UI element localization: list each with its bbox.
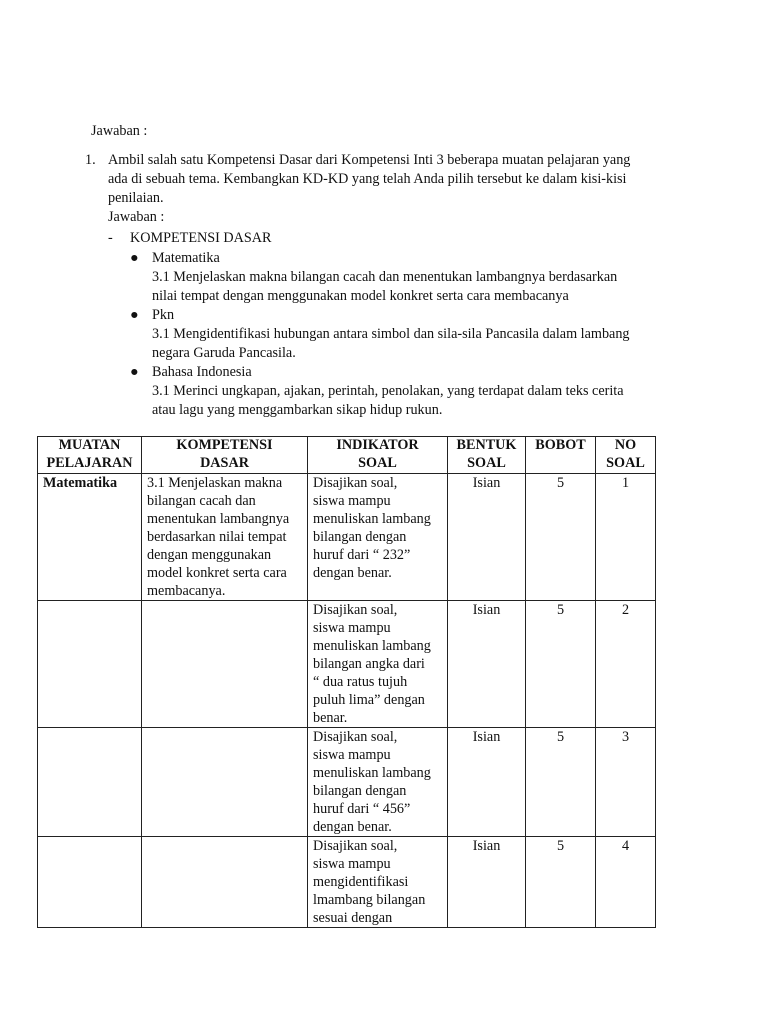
table-row — [38, 728, 656, 837]
bullet-icon: ● — [130, 307, 139, 323]
kompetensi-subject: Bahasa Indonesia — [152, 364, 252, 380]
cell-bobot: 5 — [526, 601, 596, 728]
cell-bobot: 5 — [526, 728, 596, 837]
bullet-icon: ● — [130, 250, 139, 266]
cell-indikator: Disajikan soal, siswa mampu menuliskan lambang bilangan angka dari “ dua ratus tujuh puluh lima” dengan benar. — [308, 601, 448, 728]
kompetensi-desc-line: 3.1 Mengidentifikasi hubungan antara simbol dan sila-sila Pancasila dalam lambang — [152, 326, 630, 342]
kompetensi-desc-line: 3.1 Menjelaskan makna bilangan cacah dan menentukan lambangnya berdasarkan — [152, 269, 618, 285]
kompetensi-desc-line: nilai tempat dengan menggunakan model konkret serta cara membacanya — [152, 288, 569, 304]
kompetensi-subject: Matematika — [152, 250, 220, 266]
kompetensi-item — [130, 363, 670, 420]
cell-no: 3 — [596, 728, 656, 837]
cell-bentuk: Isian — [448, 837, 526, 928]
kompetensi-desc-line: 3.1 Merinci ungkapan, ajakan, perintah, penolakan, yang terdapat dalam teks cerita — [152, 383, 624, 399]
header-bentuk: BENTUK SOAL — [448, 437, 526, 474]
cell-no: 4 — [596, 837, 656, 928]
kompetensi-subject: Pkn — [152, 307, 175, 323]
header-bobot: BOBOT — [526, 437, 596, 474]
kisi-kisi-table — [37, 436, 656, 928]
question-number: 1. — [85, 152, 96, 168]
cell-bentuk: Isian — [448, 728, 526, 837]
question-line: Ambil salah satu Kompetensi Dasar dari Kompetensi Inti 3 beberapa muatan pelajaran yang — [108, 152, 631, 168]
cell-indikator: Disajikan soal, siswa mampu menuliskan lambang bilangan dengan huruf dari “ 456” dengan benar. — [308, 728, 448, 837]
cell-bobot: 5 — [526, 837, 596, 928]
jawaban-label: Jawaban : — [91, 123, 148, 139]
kompetensi-item — [130, 249, 670, 306]
header-no: NO SOAL — [596, 437, 656, 474]
bullet-icon: ● — [130, 364, 139, 380]
question-line: penilaian. — [108, 190, 164, 206]
cell-kompetensi — [142, 837, 308, 928]
table-row — [38, 601, 656, 728]
cell-bentuk: Isian — [448, 601, 526, 728]
cell-muatan: Matematika — [38, 474, 142, 601]
cell-muatan — [38, 837, 142, 928]
kompetensi-desc-line: atau lagu yang menggambarkan sikap hidup rukun. — [152, 402, 443, 418]
cell-bentuk: Isian — [448, 474, 526, 601]
question-answer-label: Jawaban : — [108, 209, 165, 225]
cell-no: 2 — [596, 601, 656, 728]
kompetensi-desc-line: negara Garuda Pancasila. — [152, 345, 296, 361]
list-dash: - — [108, 230, 113, 246]
question-line: ada di sebuah tema. Kembangkan KD-KD yang telah Anda pilih tersebut ke dalam kisi-kisi — [108, 171, 627, 187]
cell-muatan — [38, 728, 142, 837]
header-kompetensi: KOMPETENSI DASAR — [142, 437, 308, 474]
cell-muatan — [38, 601, 142, 728]
cell-kompetensi: 3.1 Menjelaskan makna bilangan cacah dan menentukan lambangnya berdasarkan nilai tempat dengan menggunakan model konkret serta cara membacanya. — [142, 474, 308, 601]
header-indikator: INDIKATOR SOAL — [308, 437, 448, 474]
table-header-row — [38, 437, 656, 474]
kompetensi-item — [130, 306, 670, 363]
kompetensi-heading: KOMPETENSI DASAR — [130, 230, 272, 246]
table-row — [38, 474, 656, 601]
table-row — [38, 837, 656, 928]
cell-indikator: Disajikan soal, siswa mampu menuliskan lambang bilangan dengan huruf dari “ 232” dengan benar. — [308, 474, 448, 601]
question-text — [108, 151, 668, 227]
kompetensi-list — [130, 249, 670, 420]
cell-indikator: Disajikan soal, siswa mampu mengidentifikasi lmambang bilangan sesuai dengan — [308, 837, 448, 928]
cell-kompetensi — [142, 728, 308, 837]
cell-kompetensi — [142, 601, 308, 728]
cell-no: 1 — [596, 474, 656, 601]
header-muatan: MUATAN PELAJARAN — [38, 437, 142, 474]
cell-bobot: 5 — [526, 474, 596, 601]
